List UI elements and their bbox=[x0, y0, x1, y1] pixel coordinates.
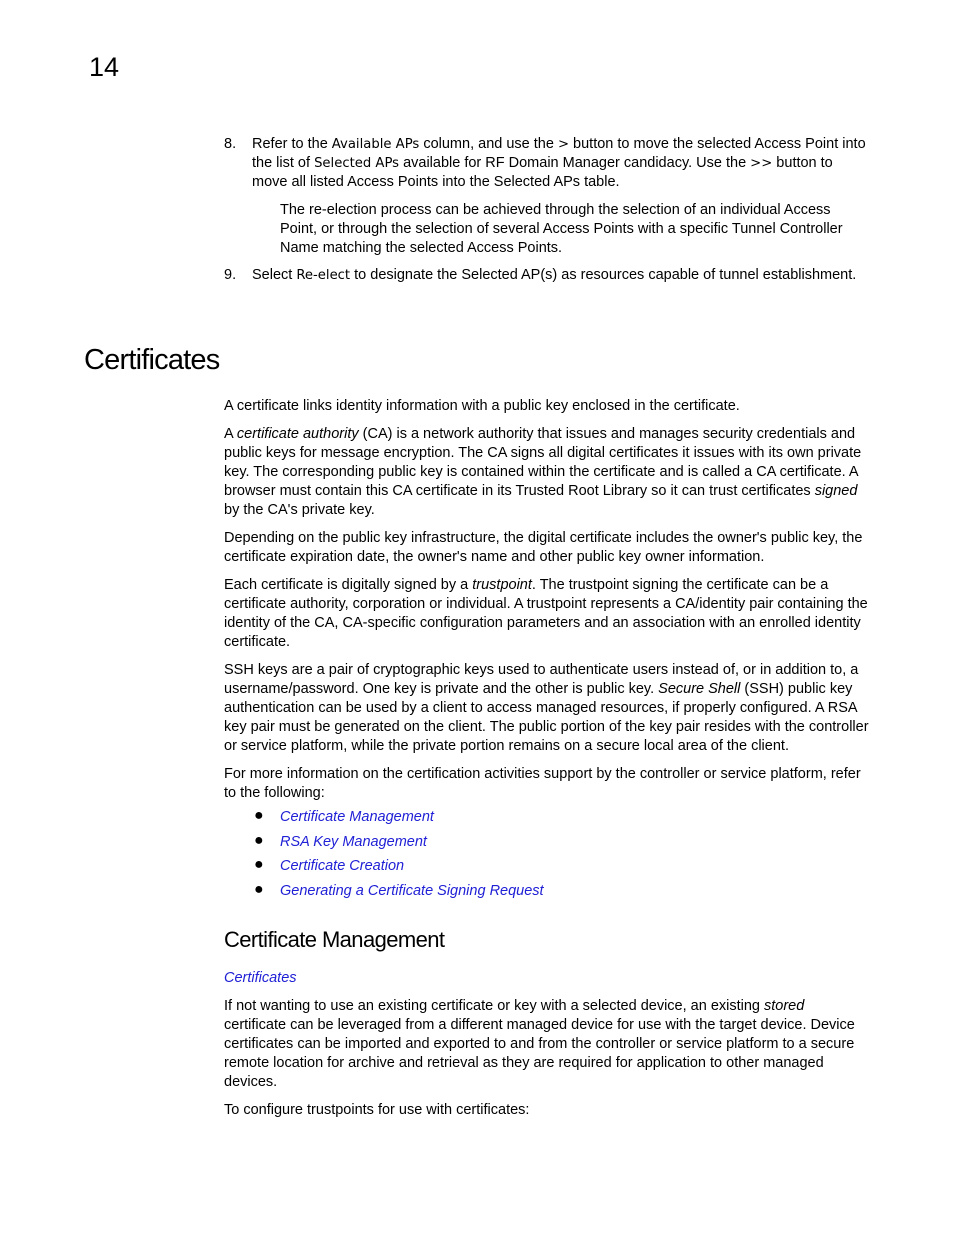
ui-label-move-all-button: >> bbox=[750, 156, 773, 171]
certificates-body bbox=[224, 397, 870, 803]
chapter-number: 14 bbox=[89, 52, 120, 82]
bullet-icon: ● bbox=[254, 856, 264, 873]
link-rsa-key-management[interactable]: RSA Key Management bbox=[280, 834, 427, 850]
paragraph: A certificate links identity information with a public key enclosed in the certificate. bbox=[224, 398, 740, 414]
bullet-icon: ● bbox=[254, 832, 264, 849]
certificate-management-body bbox=[224, 969, 870, 1120]
ui-label-available-aps: Available APs bbox=[331, 137, 420, 152]
step-number: 8. bbox=[224, 136, 237, 152]
paragraph: If not wanting to use an existing certificate or key with a selected device, an existing stored certificate can be leveraged from a different managed device for use with the target device. Device certificates can be imported and exported to and from the controller or service platform to a secure remote location for archive and retrieval as they are required for application to other managed devices. bbox=[224, 998, 855, 1090]
bullet-icon: ● bbox=[254, 881, 264, 898]
subsection-heading-certificate-management: Certificate Management bbox=[224, 927, 445, 952]
step-text: Refer to the Available APs column, and use the > button to move the selected Access Point into the list of Selected APs available for RF Domain Manager candidacy. Use the >> button to move all listed Access Points into the Selected APs table. bbox=[252, 136, 866, 190]
section-heading-certificates: Certificates bbox=[84, 344, 220, 376]
step-text: Select Re-elect to designate the Selected AP(s) as resources capable of tunnel establishment. bbox=[252, 267, 857, 283]
link-certificate-creation[interactable]: Certificate Creation bbox=[280, 858, 405, 874]
link-certificates[interactable]: Certificates bbox=[224, 970, 297, 986]
paragraph: A certificate authority (CA) is a network authority that issues and manages security credentials and public keys for message encryption. The CA signs all digital certificates it issues with its own private key. The corresponding public key is contained within the certificate and is called a CA certificate. A browser must contain this CA certificate in its Trusted Root Library so it can trust certificates signed by the CA's private key. bbox=[224, 426, 862, 518]
ui-label-move-button: > bbox=[557, 137, 570, 152]
paragraph: Depending on the public key infrastructure, the digital certificate includes the owner's public key, the certificate expiration date, the owner's name and other public key owner information. bbox=[224, 530, 863, 565]
note: The re-election process can be achieved through the selection of an individual Access Point, or through the selection of several Access Points with a specific Tunnel Controller Name matching the selected Access Points. bbox=[280, 202, 843, 256]
step-8 bbox=[224, 135, 870, 192]
ui-label-re-elect: Re-elect bbox=[296, 268, 351, 283]
step-9 bbox=[224, 266, 870, 285]
paragraph: For more information on the certification activities support by the controller or service platform, refer to the following: bbox=[224, 766, 861, 801]
link-certificate-management[interactable]: Certificate Management bbox=[280, 809, 434, 825]
link-generating-csr[interactable]: Generating a Certificate Signing Request bbox=[280, 883, 544, 899]
step-number: 9. bbox=[224, 267, 237, 283]
ui-label-selected-aps: Selected APs bbox=[314, 156, 400, 171]
paragraph: Each certificate is digitally signed by a trustpoint. The trustpoint signing the certificate can be a certificate authority, corporation or individual. A trustpoint represents a CA/identity pair containing the identity of the CA, CA-specific configuration parameters and an association with an enrolled identity certificate. bbox=[224, 577, 868, 650]
paragraph: SSH keys are a pair of cryptographic keys used to authenticate users instead of, or in addition to, a username/password. One key is private and the other is public key. Secure Shell (SSH) public key authentication can be used by a client to access managed resources, if properly configured. A RSA key pair must be generated on the client. The public portion of the key pair resides with the controller or service platform, while the private portion remains on a secure local area of the client. bbox=[224, 662, 869, 754]
paragraph: To configure trustpoints for use with certificates: bbox=[224, 1102, 530, 1118]
bullet-icon: ● bbox=[254, 807, 264, 824]
